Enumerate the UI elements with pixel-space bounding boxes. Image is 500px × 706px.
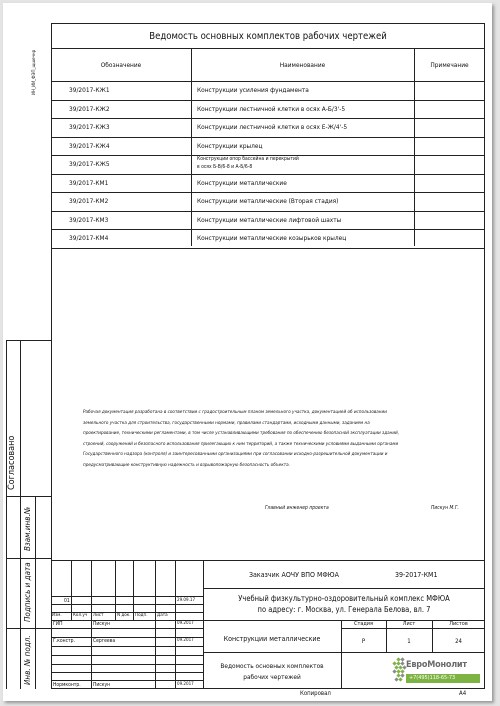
col-header-note: Примечание — [430, 61, 469, 69]
table-row-code: 39/2017-КЖ3 — [69, 123, 110, 131]
table-row-name: Конструкции лестничной клетки в осях А-Б/3'-5 — [197, 104, 346, 113]
table-row-divider — [51, 192, 485, 193]
side-code: ИН_ИИ_ФЭП_щшечнр — [32, 49, 37, 95]
table-row-divider — [51, 100, 485, 101]
title-block — [51, 560, 485, 689]
notes-line: Государственного надзора (контроля) и заинтересованными организациями при согласовании исходно-разрешительной документации и — [83, 452, 388, 457]
sheets-header: Листов — [449, 621, 468, 627]
vzam-inv-label: Взам.инв.№ — [23, 506, 32, 551]
customer-label: Заказчик АОЧУ ВПО МФЮА — [249, 571, 339, 579]
revision-header-cell: Изм. — [52, 613, 62, 618]
person-name: Пискун — [93, 682, 111, 688]
rev-date: 29.09.17 — [177, 598, 196, 603]
revision-header-cell: Подп. — [135, 613, 148, 618]
person-date: 09.2017 — [177, 621, 194, 626]
table-row-code: 39/2017-КМ1 — [69, 178, 109, 187]
notes-line: проектирование, техническими регламентами, в том числе устанавливающими требования по обеспечению безопасной эксплуатации зданий, — [83, 431, 400, 436]
page-title: Ведомость основных комплектов рабочих чертежей — [149, 31, 387, 42]
col-header-designation: Обозначение — [100, 61, 142, 69]
section-name: Конструкции металлические — [223, 635, 321, 643]
person-name: Пискун — [93, 621, 111, 627]
table-row-name: Конструкции опор бассейна и перекрытий — [197, 156, 299, 162]
logo-phone-bar — [406, 674, 480, 683]
format-label: А4 — [459, 690, 467, 697]
revision-header-cell: N док. — [117, 613, 131, 618]
table-row-name: Конструкции усиления фундамента — [197, 86, 309, 94]
table-row-code: 39/2017-КМ3 — [69, 215, 109, 224]
logo-dot — [398, 677, 402, 681]
table-row-divider — [51, 248, 485, 249]
soglasovano-label: Согласовано — [7, 435, 17, 490]
table-row-name-line-2: в осях Б-В/6-8 и А-Б/6-8 — [197, 164, 253, 170]
project-line-1: Учебный физкультурно-оздоровительный комплекс МФЮА — [238, 594, 450, 603]
table-row-code: 39/2017-КЖ1 — [69, 86, 110, 94]
drawing-sheet — [3, 3, 492, 701]
left-approval-strip — [6, 340, 51, 689]
doc-name-line-1: Ведомость основных комплектов — [220, 662, 324, 670]
person-date: 09.2017 — [177, 638, 194, 643]
notes-line: строений, сооружений и безопасного использования прилегающих к ним территорий, а также техническими условиями выданными органами — [83, 441, 399, 447]
sheets-value: 24 — [455, 638, 462, 645]
logo-phone: +7(495)118-65-73 — [409, 675, 456, 681]
notes-line: Рабочая документация разработана в соответствии с градостроительным планом земельного участка, документацией об использовании — [83, 410, 387, 415]
person-role: ГИП — [53, 621, 63, 627]
person-role: Нормконтр. — [53, 682, 81, 688]
table-row-divider — [51, 137, 485, 138]
table-row-code: 39/2017-КМ4 — [69, 234, 109, 242]
table-row-name: Конструкции крылец — [197, 141, 263, 150]
company-logo — [391, 656, 483, 686]
table-row-code: 39/2017-КЖ5 — [69, 160, 110, 168]
doc-code: 39-2017-КМ1 — [395, 571, 438, 579]
table-row-name: Конструкции лестничной клетки в осях Е-Ж/4'-5 — [197, 123, 348, 131]
stage-value: Р — [361, 638, 366, 645]
drawings-table — [51, 48, 485, 248]
notes-line: земельного участка для строительства, государственными нормами, правилами стандартами, исходными данными, заданием на — [83, 420, 370, 426]
notes-line: предусматривающие конструктивную надежность и взрывопожарную безопасность объекта. — [83, 462, 290, 468]
table-row-name: Конструкции металлические — [197, 178, 287, 187]
sheet-header: Лист — [402, 621, 416, 627]
sheet-value: 1 — [407, 638, 411, 645]
table-row-divider — [51, 174, 485, 175]
project-line-2: по адресу: г. Москва, ул. Генерала Белова, вл. 7 — [257, 605, 431, 614]
table-row-code: 39/2017-КМ2 — [69, 197, 109, 205]
chief-engineer-name: Пискун М.Г. — [431, 505, 459, 511]
person-role: Г.констр. — [53, 638, 75, 644]
person-name: Сергеева — [93, 638, 116, 644]
podpis-data-label: Подпись и дата — [23, 562, 32, 622]
table-row-code: 39/2017-КЖ4 — [69, 141, 110, 150]
table-row-name: Конструкции металлические лифтовой шахты — [197, 215, 342, 224]
doc-name-line-2: рабочих чертежей — [243, 673, 301, 681]
revision-header-cell: Дата — [157, 613, 168, 618]
stage-header: Стадия — [354, 621, 373, 627]
col-header-name: Наименование — [279, 61, 326, 69]
copied-label: Копировал — [300, 690, 331, 697]
revision-header-cell: Лист — [93, 613, 104, 618]
table-row-divider — [51, 211, 485, 212]
chief-engineer-role: Главный инженер проекта — [265, 505, 329, 511]
table-row-divider — [51, 118, 485, 119]
revision-header-cell: Кол.уч — [73, 613, 88, 618]
person-date: 09.2017 — [177, 682, 194, 687]
table-row-divider — [51, 229, 485, 230]
logo-text: ЕвроМонолит — [406, 660, 467, 670]
table-row-name: Конструкции металлические (Вторая стадия) — [197, 197, 339, 205]
table-row-name: Конструкции металлические козырьков крылец — [197, 234, 347, 242]
table-row-code: 39/2017-КЖ2 — [69, 104, 110, 113]
inv-podl-label: Инв. № подл. — [23, 635, 32, 685]
logo-mark-icon — [391, 656, 407, 686]
rev-number: 01 — [64, 598, 70, 604]
